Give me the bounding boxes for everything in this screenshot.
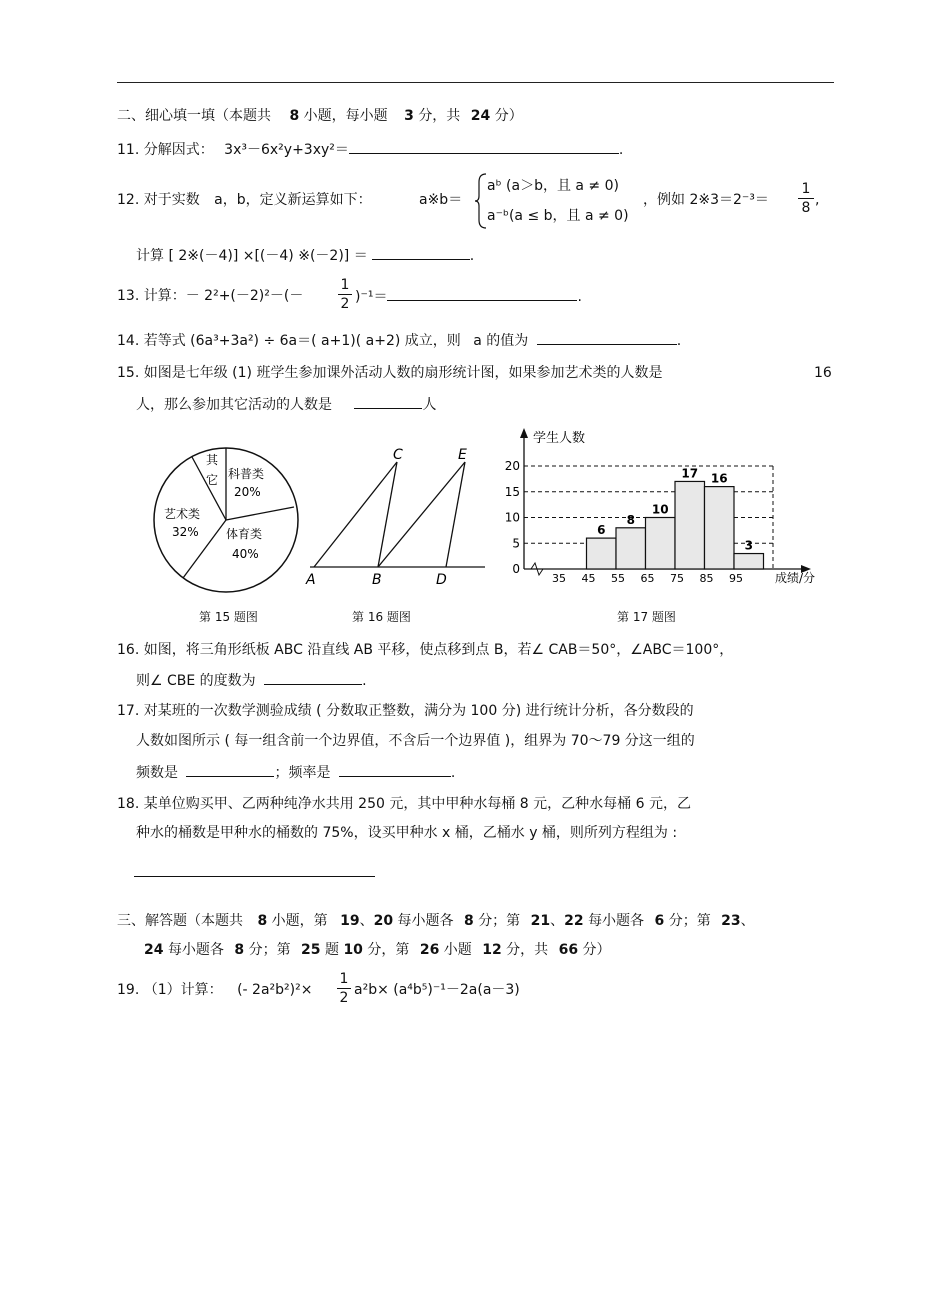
s3-text-11: 小题 — [443, 942, 472, 958]
q15-answer-blank[interactable] — [354, 394, 422, 409]
q16-line1: 如图，将三角形纸板 ABC 沿直线 AB 平移，使点移到点 B，若∠ CAB＝50°，∠ABC＝100°， — [143, 642, 734, 658]
q12-compute: 计算 [ 2※(－4)] ×[(－4) ※(－2)] ＝ — [136, 248, 368, 264]
q12-answer-blank[interactable] — [372, 245, 470, 260]
s3-text-10: 分，第 — [367, 942, 410, 958]
s3-sep-3: 、 — [740, 913, 755, 929]
pie-label-art-pct: 32% — [172, 525, 199, 539]
s3-q24: 24 — [144, 942, 164, 958]
q12-number: 12. — [117, 192, 140, 208]
s3-sep-2: 、 — [550, 913, 565, 929]
x-axis-label: 成绩/分 — [775, 571, 816, 585]
histogram-bar — [646, 518, 676, 570]
top-rule — [117, 82, 834, 83]
q17-line1: 对某班的一次数学测验成绩 ( 分数取正整数，满分为 100 分) 进行统计分析，各分数段的 — [143, 703, 694, 719]
x-tick-label: 85 — [699, 572, 714, 585]
s3-text-7: 每小题各 — [167, 942, 224, 958]
question-17 — [117, 701, 694, 721]
s3-text-4: 分；第 — [478, 913, 521, 929]
q17-frequency-label: 频数是 — [136, 765, 178, 781]
s3-points-12: 12 — [482, 942, 502, 958]
histogram-bar — [734, 554, 764, 569]
segment-AC — [314, 462, 397, 567]
x-tick-label: 55 — [611, 572, 625, 585]
q12-case1: aᵇ (a＞b，且 a ≠ 0) — [487, 178, 619, 194]
pie-chart-figure — [150, 444, 302, 596]
pie-label-sports: 体育类 — [226, 527, 263, 541]
q13-fraction — [338, 276, 352, 313]
histogram-bar — [675, 481, 705, 569]
x-tick-label: 35 — [552, 572, 566, 585]
q16-line2-text: 则∠ CBE 的度数为 — [136, 673, 256, 689]
q18-line2: 种水的桶数是甲种水的桶数的 75%，设买甲种水 x 桶，乙桶水 y 桶，则所列方程组为 : — [136, 825, 678, 841]
x-tick-label: 95 — [729, 572, 743, 585]
bar-value-label: 6 — [597, 523, 606, 538]
y-tick-label: 15 — [505, 484, 520, 499]
q13-tail: )⁻¹＝ . — [355, 286, 582, 307]
q11-number: 11. — [117, 142, 140, 158]
s3-q22: 22 — [564, 913, 584, 929]
q18-number: 18. — [117, 796, 140, 812]
q13-text: 计算：－ 2²+(－2)²－(－ — [143, 288, 304, 304]
q12-text: 对于实数 — [143, 192, 200, 208]
q15-value: 16 — [814, 365, 832, 381]
q16-answer-blank[interactable] — [264, 670, 362, 685]
q13-frac-denominator: 2 — [340, 296, 350, 312]
question-13 — [117, 286, 303, 306]
q12-frac-numerator: 1 — [798, 180, 814, 199]
q19-frac-denominator: 2 — [339, 990, 349, 1006]
q19-expr2: a²b× (a⁴b⁵)⁻¹－2a(a－3) — [354, 982, 520, 998]
segment-BE — [378, 462, 465, 567]
question-11: 11. 分解因式： 3x³－6x²y+3xy²＝ . — [117, 139, 623, 160]
histogram-bar — [705, 487, 735, 569]
question-12 — [117, 190, 372, 210]
q12-line2: 计算 [ 2※(－4)] ×[(－4) ※(－2)] ＝ . — [136, 245, 474, 266]
q15-line2 — [136, 394, 436, 415]
s3-text-13: 分） — [582, 942, 611, 958]
histogram-bar — [616, 528, 646, 569]
q12-vars: a，b，定义新运算如下： — [214, 192, 372, 208]
point-B-label: B — [372, 572, 382, 588]
q11-expression: 3x³－6x²y+3xy²＝ — [224, 142, 349, 158]
q15-number: 15. — [117, 365, 140, 381]
y-tick-label: 20 — [505, 459, 520, 473]
q15-line2-text: 人，那么参加其它活动的人数是 — [136, 397, 332, 413]
question-15 — [117, 363, 662, 383]
q11-answer-blank[interactable] — [349, 139, 619, 154]
s3-text-3: 每小题各 — [397, 913, 454, 929]
section2-count: 8 — [289, 108, 300, 124]
q16-number: 16. — [117, 642, 140, 658]
q13-tail-text: )⁻¹＝ — [355, 289, 388, 305]
section2-mid2: 分，共 — [418, 108, 461, 124]
section2-end: 分） — [494, 108, 523, 124]
x-tick-label: 45 — [581, 572, 596, 585]
q12-definition: a※b＝ — [419, 192, 463, 208]
bar-value-label: 8 — [626, 512, 635, 527]
q19-frac-numerator: 1 — [337, 970, 351, 989]
q17-rate-label: ；频率是 — [274, 765, 331, 781]
q19-fraction — [337, 970, 351, 1007]
y-axis-arrow — [520, 428, 528, 438]
s3-q25: 25 — [301, 942, 321, 958]
q14-tail: a 的值为 — [473, 333, 529, 349]
s3-count: 8 — [257, 913, 268, 929]
s3-text-2: 小题，第 — [271, 913, 328, 929]
histogram-bar — [587, 538, 617, 569]
question-19 — [117, 980, 312, 1000]
question-18 — [117, 794, 691, 814]
pie-label-science: 科普类 — [228, 467, 265, 481]
section2-header — [117, 106, 523, 126]
s3-q19: 19 — [340, 913, 360, 929]
q16-line2: 则∠ CBE 的度数为 . — [136, 670, 367, 691]
q17-line2: 人数如图所示 ( 每一组含前一个边界值，不含后一个边界值 )，组界为 70～79 分这一组的 — [136, 733, 695, 749]
section2-points: 3 — [404, 108, 414, 124]
q12-brace — [474, 172, 488, 230]
bar-value-label: 3 — [744, 538, 753, 553]
question-16 — [117, 640, 733, 660]
s3-text-1: 三、解答题（本题共 — [117, 913, 243, 929]
bar-value-label: 10 — [651, 502, 669, 517]
pie-label-art: 艺术类 — [164, 507, 201, 521]
bar-value-label: 16 — [710, 471, 728, 486]
y-tick-label: 10 — [505, 510, 520, 525]
pie-label-science-pct: 20% — [234, 485, 261, 499]
point-D-label: D — [436, 572, 447, 588]
question-14: 14. 若等式 (6a³+3a²) ÷ 6a＝( a+1)( a+2) 成立，则 a 的值为 . — [117, 330, 681, 351]
q13-number: 13. — [117, 288, 140, 304]
q13-frac-numerator: 1 — [338, 276, 352, 295]
q13-answer-blank[interactable] — [387, 286, 577, 301]
pie-label-other-2: 它 — [206, 473, 219, 487]
s3-points-6: 6 — [654, 913, 665, 929]
s3-text-5: 每小题各 — [588, 913, 645, 929]
section2-title: 二、细心填一填（本题共 — [117, 108, 271, 124]
pie-label-other-1: 其 — [206, 453, 219, 467]
y-axis-label: 学生人数 — [533, 431, 586, 446]
q12-fraction — [798, 180, 814, 217]
pie-label-sports-pct: 40% — [232, 547, 259, 561]
s3-text-6: 分；第 — [668, 913, 711, 929]
section3-header-line2 — [144, 940, 611, 960]
q12-frac-denominator: 8 — [801, 200, 811, 216]
q19-number: 19. — [117, 982, 140, 998]
q14-number: 14. — [117, 333, 140, 349]
s3-sep-1: 、 — [359, 913, 374, 929]
y-tick-label: 0 — [512, 562, 520, 576]
q19-expr1: (- 2a²b²)²× — [237, 982, 313, 998]
s3-points-66: 66 — [558, 942, 579, 958]
x-tick-label: 65 — [640, 572, 655, 585]
segment-CB — [378, 462, 397, 567]
q15-line1: 如图是七年级 (1) 班学生参加课外活动人数的扇形统计图，如果参加艺术类的人数是 — [143, 365, 663, 381]
caption-q15: 第 15 题图 — [199, 610, 258, 624]
q12-comma: , — [815, 192, 820, 208]
segment-ED — [446, 462, 465, 567]
q14-answer-blank[interactable] — [537, 330, 677, 345]
s3-text-12: 分，共 — [506, 942, 549, 958]
q11-text: 分解因式： — [143, 142, 214, 158]
q14-text: 若等式 (6a³+3a²) ÷ 6a＝( a+1)( a+2) 成立，则 — [143, 333, 461, 349]
section3-header-line1 — [117, 911, 755, 931]
q17-frequency-blank[interactable] — [186, 762, 274, 777]
caption-q17: 第 17 题图 — [617, 610, 676, 624]
s3-text-9: 题 — [324, 942, 339, 958]
s3-points-8b: 8 — [234, 942, 245, 958]
s3-q21: 21 — [530, 913, 551, 929]
caption-q16: 第 16 题图 — [352, 610, 411, 624]
q19-part: （1）计算： — [143, 982, 223, 998]
q18-line1: 某单位购买甲、乙两种纯净水共用 250 元，其中甲种水每桶 8 元，乙种水每桶 6 元，乙 — [143, 796, 691, 812]
section2-total: 24 — [470, 108, 491, 124]
s3-points-8: 8 — [463, 913, 474, 929]
y-tick-label: 5 — [512, 536, 520, 551]
q17-number: 17. — [117, 703, 140, 719]
x-tick-label: 75 — [670, 572, 684, 585]
histogram-figure — [505, 424, 825, 594]
q17-line3: 频数是 ；频率是 . — [136, 762, 455, 783]
point-E-label: E — [458, 447, 467, 463]
q12-case2: a⁻ᵇ(a ≤ b，且 a ≠ 0) — [487, 208, 629, 224]
point-C-label: C — [393, 447, 403, 463]
section2-mid1: 小题，每小题 — [303, 108, 388, 124]
s3-text-8: 分；第 — [248, 942, 291, 958]
q12-example-text: ，例如 2※3＝2⁻³＝ — [643, 192, 769, 208]
s3-q26: 26 — [419, 942, 440, 958]
point-A-label: A — [306, 572, 316, 588]
q18-answer-blank[interactable] — [134, 876, 375, 877]
q17-rate-blank[interactable] — [339, 762, 451, 777]
q12-example — [643, 190, 769, 210]
bar-value-label: 17 — [681, 466, 699, 481]
triangle-figure — [300, 440, 490, 590]
s3-q23: 23 — [721, 913, 741, 929]
q15-unit: 人 — [422, 397, 437, 413]
s3-points-10: 10 — [343, 942, 363, 958]
s3-q20: 20 — [373, 913, 394, 929]
